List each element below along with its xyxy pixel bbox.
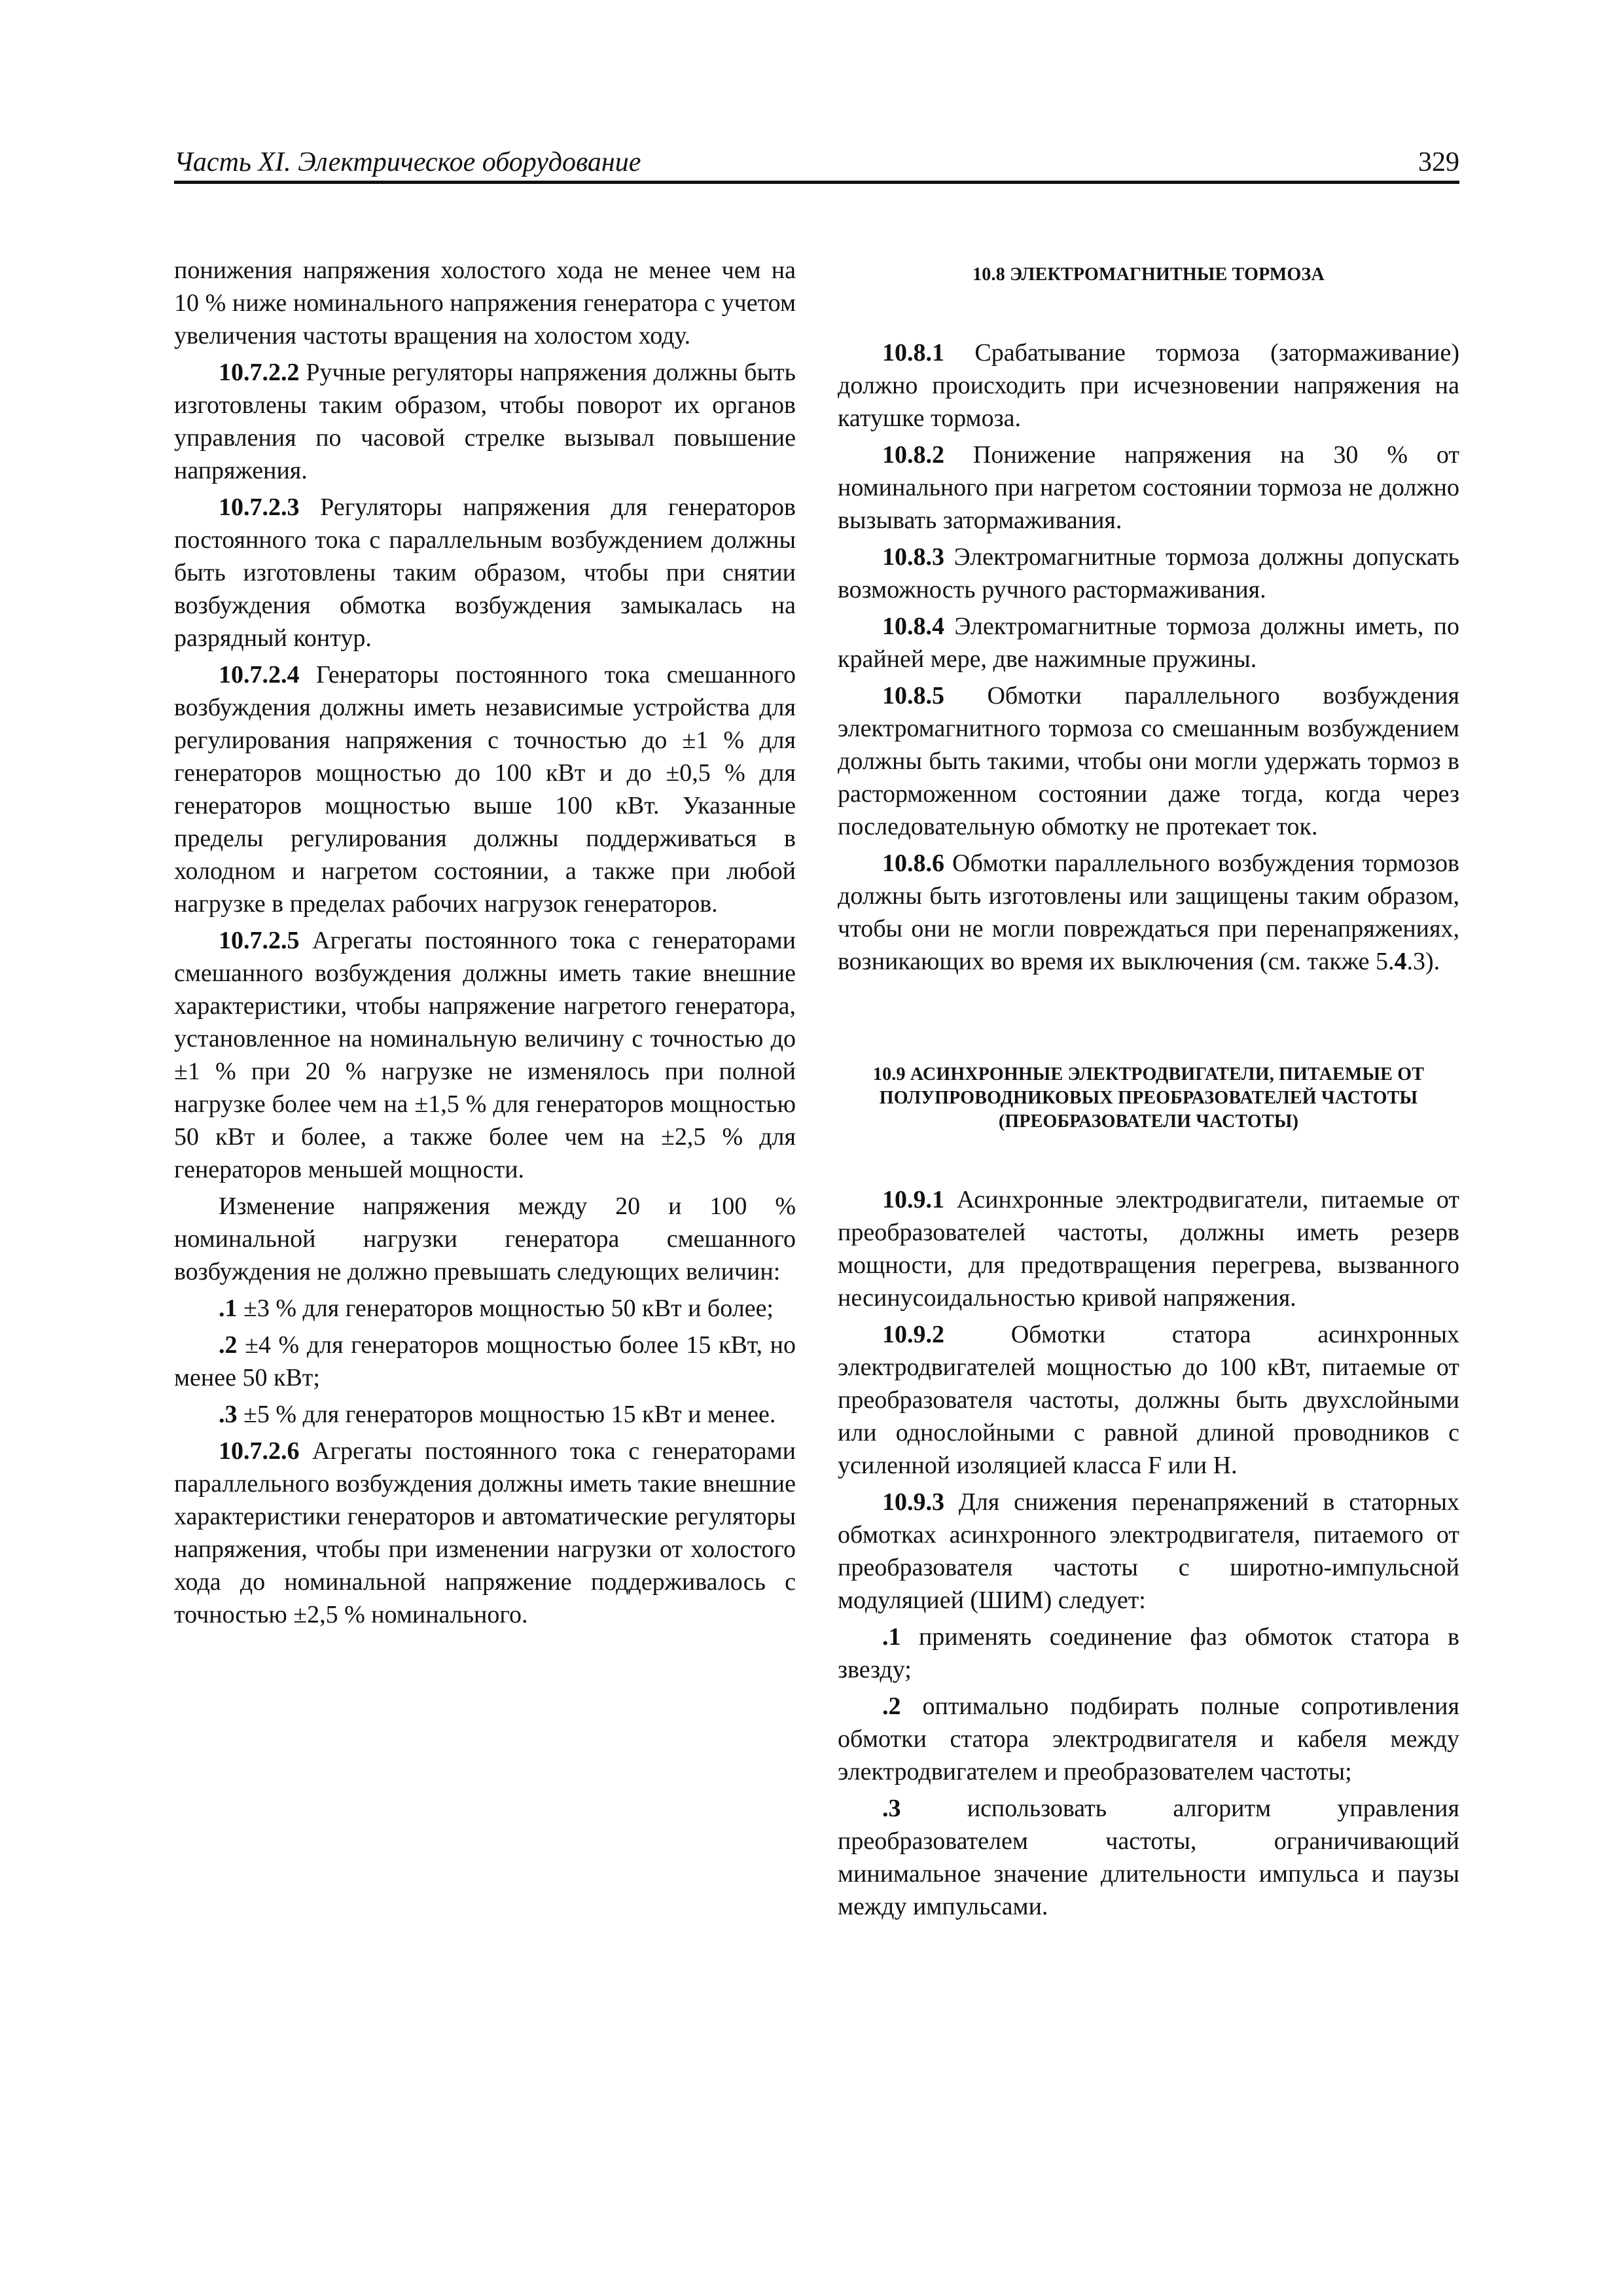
- clause-10-9-1: 10.9.1 Асинхронные электродвигатели, питаемые от преобразователей частоты, должны иметь резерв мощности, для предотвращения перегрева, вызванного несинусоидальностью кривой напряжения.: [838, 1186, 1459, 1312]
- clause-10-9-2: 10.9.2 Обмотки статора асинхронных электродвигателей мощностью до 100 кВт, питаемые от преобразователя частоты, должны быть двухслойными или однослойными с равной длиной проводников с усиленной изоляцией класса F или H.: [838, 1321, 1459, 1479]
- clause-10-7-2-5: 10.7.2.5 Агрегаты постоянного тока с генераторами смешанного возбуждения должны иметь такие внешние характеристики, чтобы напряжение нагретого генератора, установленное на номинальную величину с точностью до ±1 % при 20 % нагрузке не изменялось при полной нагрузке более чем на ±1,5 % для генераторов мощностью 50 кВт и более, а также более чем на ±2,5 % для генераторов меньшей мощности.: [174, 927, 796, 1183]
- left-column: [174, 254, 796, 1635]
- paragraph: Изменение напряжения между 20 и 100 % номинальной нагрузки генератора смешанного возбуждения не должно превышать следующих величин:: [174, 1193, 796, 1285]
- clause-10-7-2-6: 10.7.2.6 Агрегаты постоянного тока с генераторами параллельного возбуждения должны иметь такие внешние характеристики генераторов и автоматические регуляторы напряжения, чтобы при изменении нагрузки от холостого хода до номинальной напряжение поддерживалось с точностью ±2,5 % номинального.: [174, 1437, 796, 1628]
- list-item: .2 ±4 % для генераторов мощностью более 15 кВт, но менее 50 кВт;: [174, 1331, 796, 1391]
- running-header: [174, 140, 1459, 184]
- clause-10-7-2-2: 10.7.2.2 Ручные регуляторы напряжения должны быть изготовлены таким образом, чтобы поворот их органов управления по часовой стрелке вызывал повышение напряжения.: [174, 359, 796, 484]
- list-item: .1 ±3 % для генераторов мощностью 50 кВт и более;: [219, 1295, 774, 1322]
- list-item: .3 ±5 % для генераторов мощностью 15 кВт и менее.: [219, 1401, 776, 1428]
- clause-10-8-1: 10.8.1 Срабатывание тормоза (затормаживание) должно происходить при исчезновении напряжения на катушке тормоза.: [838, 339, 1459, 432]
- header-title: Часть XI. Электрическое оборудование: [174, 147, 641, 177]
- clause-10-9-3: 10.9.3 Для снижения перенапряжений в статорных обмотках асинхронного электродвигателя, питаемого от преобразователя частоты с широтно-импульсной модуляцией (ШИМ) следует:: [838, 1488, 1459, 1614]
- clause-10-8-2: 10.8.2 Понижение напряжения на 30 % от номинального при нагретом состоянии тормоза не должно вызывать затормаживания.: [838, 441, 1459, 534]
- list-item: .2 оптимально подбирать полные сопротивления обмотки статора электродвигателя и кабеля между электродвигателем и преобразователем частоты;: [838, 1693, 1459, 1785]
- clause-10-7-2-3: 10.7.2.3 Регуляторы напряжения для генераторов постоянного тока с параллельным возбуждением должны быть изготовлены таким образом, чтобы при снятии возбуждения обмотка возбуждения замыкалась на разрядный контур.: [174, 493, 796, 652]
- section-heading: 10.9 АСИНХРОННЫЕ ЭЛЕКТРОДВИГАТЕЛИ, ПИТАЕМЫЕ ОТ ПОЛУПРОВОДНИКОВЫХ ПРЕОБРАЗОВАТЕЛЕЙ ЧАСТОТЫ (ПРЕОБРАЗОВАТЕЛИ ЧАСТОТЫ): [872, 1064, 1425, 1132]
- clause-10-8-6: 10.8.6 Обмотки параллельного возбуждения тормозов должны быть изготовлены или защищены таким образом, чтобы они не могли повреждаться при перенапряжениях, возникающих во время их выключения (см. также 5.4.3).: [838, 850, 1459, 975]
- paragraph: понижения напряжения холостого хода не менее чем на 10 % ниже номинального напряжения генератора с учетом увеличения частоты вращения на холостом ходу.: [174, 257, 796, 350]
- clause-10-7-2-4: 10.7.2.4 Генераторы постоянного тока смешанного возбуждения должны иметь независимые устройства для регулирования напряжения с точностью до ±1 % для генераторов мощностью до 100 кВт и до ±0,5 % для генераторов мощностью выше 100 кВт. Указанные пределы регулирования должны поддерживаться в холодном и нагретом состоянии, а также при любой нагрузке в пределах рабочих нагрузок генераторов.: [174, 661, 796, 918]
- list-item: .1 применять соединение фаз обмоток статора в звезду;: [838, 1623, 1459, 1683]
- section-heading: 10.8 ЭЛЕКТРОМАГНИТНЫЕ ТОРМОЗА: [972, 264, 1325, 285]
- clause-10-8-4: 10.8.4 Электромагнитные тормоза должны иметь, по крайней мере, две нажимные пружины.: [838, 613, 1459, 673]
- clause-10-8-5: 10.8.5 Обмотки параллельного возбуждения электромагнитного тормоза со смешанным возбуждением должны быть такими, чтобы они могли удержать тормоз в расторможенном состоянии даже тогда, когда через последовательную обмотку не протекает ток.: [838, 682, 1459, 840]
- right-column: [838, 254, 1459, 1927]
- list-item: .3 использовать алгоритм управления преобразователем частоты, ограничивающий минимальное значение длительности импульса и паузы между импульсами.: [838, 1795, 1459, 1920]
- page-number: 329: [1418, 147, 1459, 177]
- clause-10-8-3: 10.8.3 Электромагнитные тормоза должны допускать возможность ручного растормаживания.: [838, 543, 1459, 603]
